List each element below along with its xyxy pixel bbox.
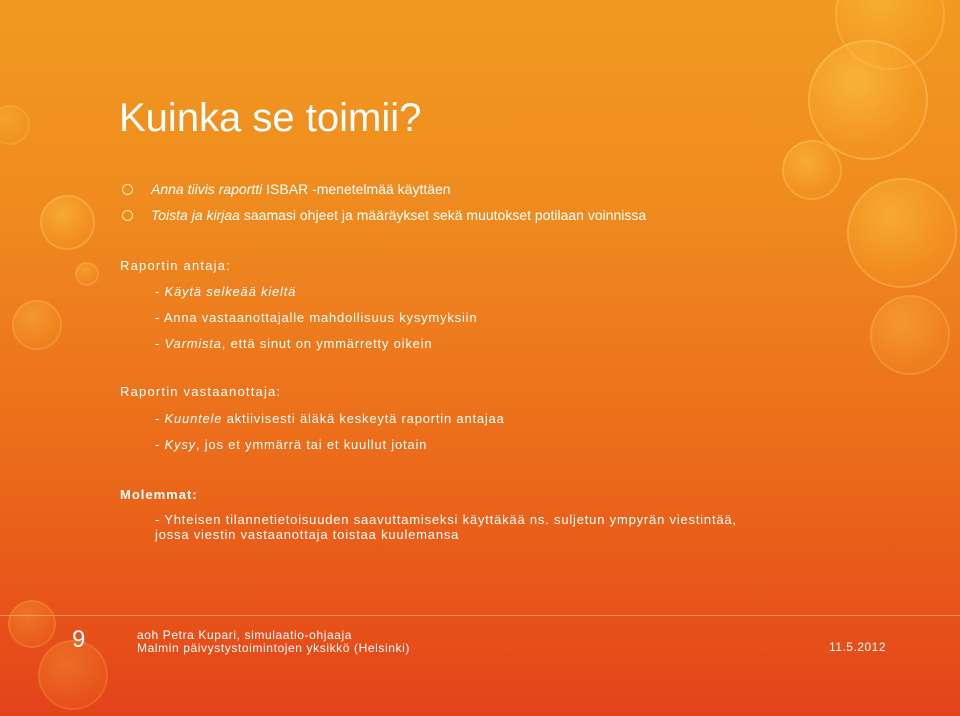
footer-date: 11.5.2012: [829, 640, 886, 654]
line-prefix: -: [155, 284, 165, 299]
decorative-bubble: [12, 300, 62, 350]
bullet-text: ISBAR -menetelmää käyttäen: [262, 181, 451, 197]
line-emphasis: Kuuntele: [164, 411, 223, 426]
footer-organization: Malmin päivystystoimintojen yksikkö (Helsinki): [137, 641, 410, 655]
line-emphasis: Kysy: [164, 437, 196, 452]
line-prefix: -: [155, 437, 165, 452]
slide-title: Kuinka se toimii?: [119, 96, 422, 140]
decorative-bubble: [808, 40, 928, 160]
bullet-emphasis: Toista ja kirjaa: [151, 207, 240, 223]
bullet-item: [122, 181, 451, 197]
both-line: - Yhteisen tilannetietoisuuden saavuttamiseksi käyttäkää ns. suljetun ympyrän viestintää,: [155, 512, 737, 527]
decorative-bubble: [870, 295, 950, 375]
decorative-bubble: [8, 600, 56, 648]
bullet-emphasis: Anna tiivis raportti: [151, 181, 263, 197]
line-text: , jos et ymmärrä tai et kuullut jotain: [195, 437, 428, 452]
bullet-item: [122, 207, 646, 223]
decorative-bubble: [0, 105, 30, 145]
footer-author: aoh Petra Kupari, simulaatio-ohjaaja: [137, 628, 353, 642]
giver-line: [155, 310, 477, 325]
line-text: aktiivisesti äläkä keskeytä raportin antajaa: [222, 411, 505, 426]
line-prefix: -: [155, 411, 165, 426]
line-text: Anna vastaanottajalle mahdollisuus kysymyksiin: [163, 310, 478, 325]
receiver-line: [155, 437, 427, 452]
giver-line: [155, 336, 432, 351]
slide-number: 9: [72, 626, 86, 653]
line-emphasis: Varmista: [164, 336, 222, 351]
decorative-bubble: [75, 262, 99, 286]
both-heading: Molemmat:: [120, 487, 198, 502]
both-line: jossa viestin vastaanottaja toistaa kuulemansa: [155, 527, 460, 542]
line-text: , että sinut on ymmärretty oikein: [221, 336, 433, 351]
line-prefix: -: [155, 310, 164, 325]
bullet-text: saamasi ohjeet ja määräykset sekä muutokset potilaan voinnissa: [239, 207, 647, 223]
decorative-bubble: [40, 195, 95, 250]
circle-bullet-icon: [122, 210, 133, 221]
decorative-bubble: [847, 178, 957, 288]
line-prefix: -: [155, 336, 165, 351]
receiver-line: [155, 411, 505, 426]
giver-line: [155, 284, 296, 299]
receiver-heading: Raportin vastaanottaja:: [120, 384, 282, 399]
line-emphasis: Käytä selkeää kieltä: [164, 284, 297, 299]
circle-bullet-icon: [122, 184, 133, 195]
footer-divider: [0, 615, 960, 616]
decorative-bubble: [782, 140, 842, 200]
giver-heading: Raportin antaja:: [120, 258, 231, 273]
